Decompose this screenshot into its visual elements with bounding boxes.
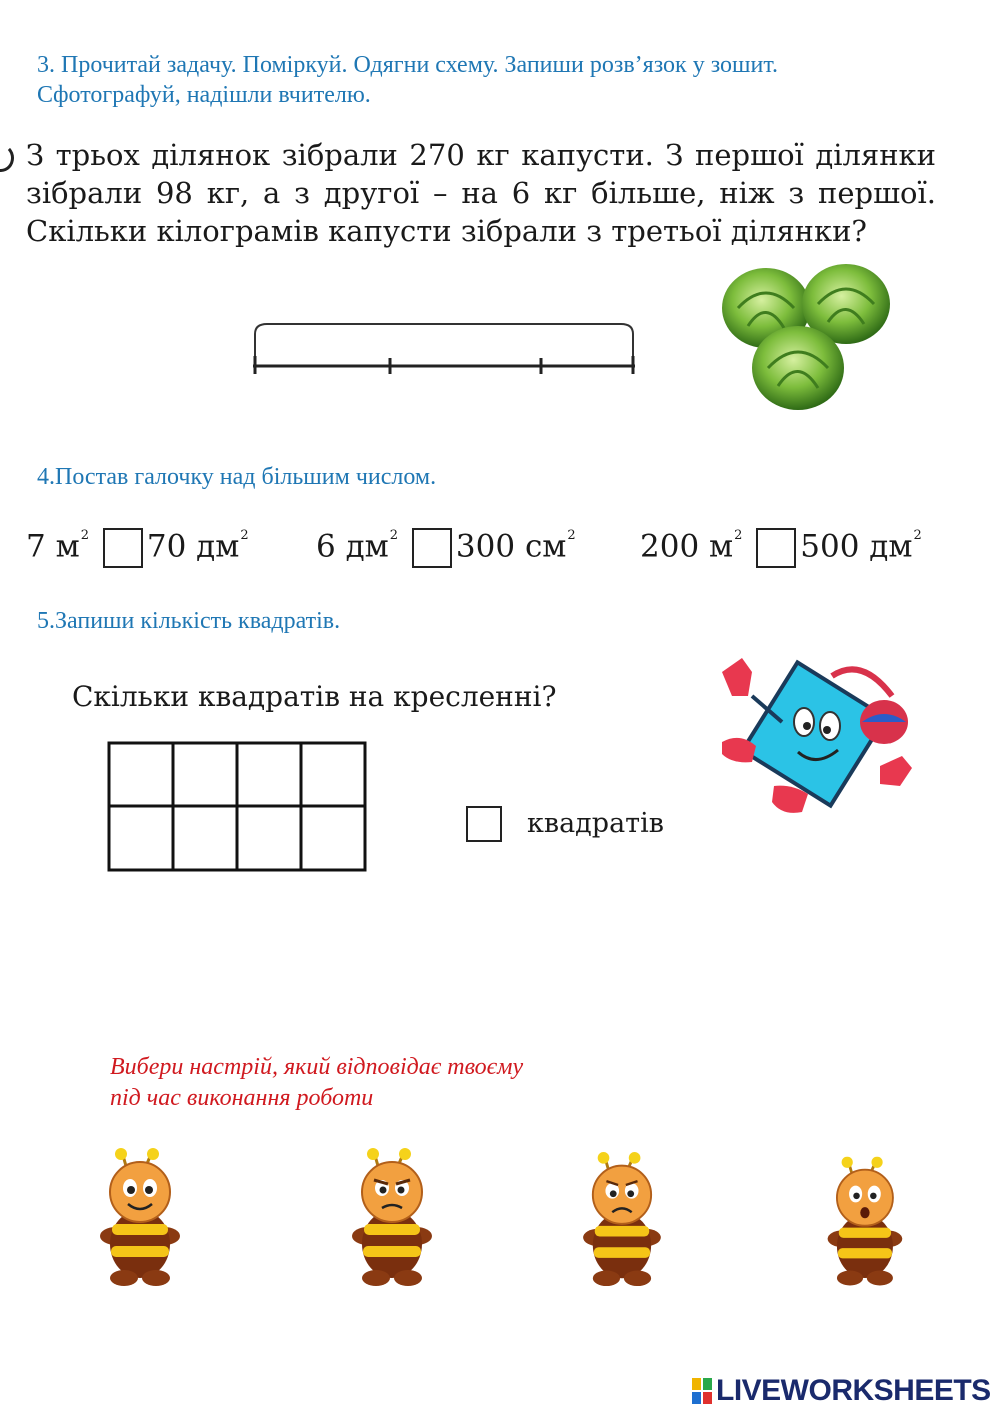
comparison-2: 6 $дм^2$ 300 $см^2$ (316, 528, 576, 568)
logo-text: LIVEWORKSHEETS (716, 1374, 991, 1407)
scheme-brace (255, 324, 633, 356)
bee-sad-icon[interactable] (576, 1152, 666, 1288)
comparison-1-right: 70 дм (146, 528, 240, 565)
comparison-1: 7 $м^2$ 70 $дм^2$ (26, 528, 249, 568)
comparison-3-right: 500 дм (800, 528, 913, 565)
cabbage-icon (718, 258, 896, 414)
comparison-2-check-box[interactable] (412, 528, 452, 568)
comparison-3: 200 $м^2$ 500 $дм^2$ (640, 528, 922, 568)
comparison-2-right: 300 см (455, 528, 567, 565)
mood-prompt (110, 1052, 523, 1114)
bee-grumpy-icon[interactable] (346, 1148, 436, 1288)
mood-prompt-line1: Вибери настрій, який відповідає твоєму (110, 1054, 524, 1080)
task-number-circle (0, 144, 14, 172)
comparison-1-left: 7 м (26, 528, 80, 565)
comparison-3-left: 200 м (640, 528, 734, 565)
segment-scheme[interactable] (245, 318, 645, 380)
comparison-2-left: 6 дм (316, 528, 389, 565)
squares-count-input[interactable] (466, 806, 502, 842)
mood-prompt-line2: під час виконання роботи (110, 1085, 374, 1111)
bee-happy-icon[interactable] (94, 1148, 184, 1288)
task3-instruction-line1: 3. Прочитай задачу. Поміркуй. Одягни схему. Запиши розв’язок у зошит. (37, 52, 779, 78)
squares-count-label: квадратів (527, 808, 664, 839)
task3-instructions (37, 50, 977, 110)
task3-problem-text: З трьох ділянок зібрали 270 кг капусти. З першої ділянки зібрали 98 кг, а з другої – на 6 кг більше, ніж з першої. Скільки кілограмів капусти зібрали з третьої ділянки? (26, 138, 936, 248)
comparison-1-check-box[interactable] (103, 528, 143, 568)
task3-instruction-line2: Сфотографуй, надішли вчителю. (37, 82, 371, 108)
squares-grid-drawing (106, 740, 368, 874)
task5-question: Скільки квадратів на кресленні? (72, 680, 557, 713)
bee-surprised-icon[interactable] (822, 1156, 906, 1288)
task4-instruction: 4.Постав галочку над більшим числом. (37, 464, 437, 490)
logo-mark-icon (692, 1376, 712, 1406)
liveworksheets-logo (692, 1374, 991, 1408)
comparison-3-check-box[interactable] (756, 528, 796, 568)
task5-instruction: 5.Запиши кількість квадратів. (37, 608, 341, 634)
square-mascot-icon (712, 636, 918, 832)
